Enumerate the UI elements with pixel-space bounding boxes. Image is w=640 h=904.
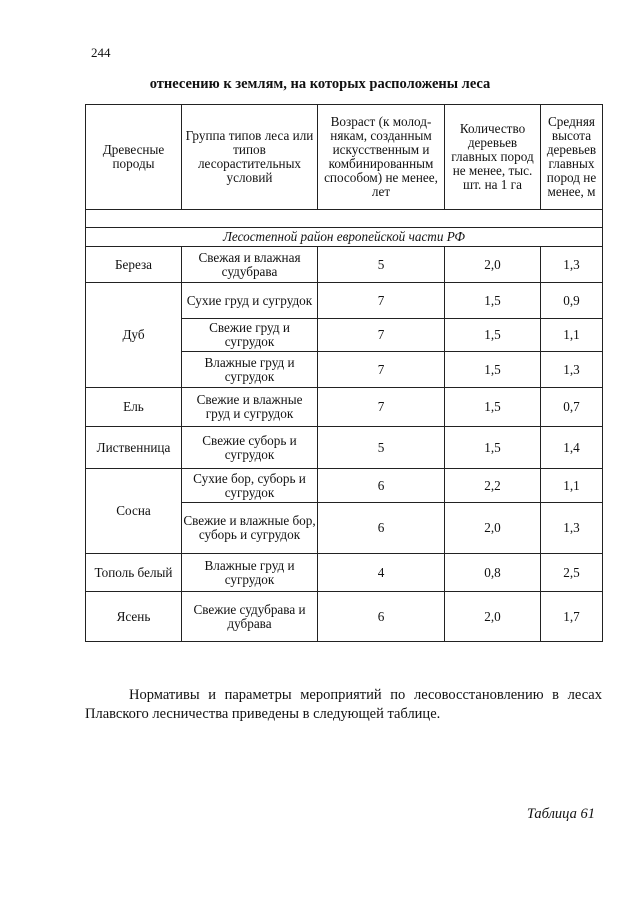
region-label: Лесостепной район европейской части РФ bbox=[86, 228, 603, 247]
age-cell: 6 bbox=[318, 592, 445, 642]
forest-type-cell: Сухие груд и сугрудок bbox=[182, 283, 318, 319]
species-cell: Сосна bbox=[86, 469, 182, 554]
forest-type-cell: Свежие и влажные груд и сугрудок bbox=[182, 388, 318, 427]
forest-type-cell: Сухие бор, суборь и сугрудок bbox=[182, 469, 318, 503]
age-cell: 6 bbox=[318, 503, 445, 554]
avg-height-cell: 1,3 bbox=[541, 503, 603, 554]
species-cell: Дуб bbox=[86, 283, 182, 388]
avg-height-cell: 2,5 bbox=[541, 554, 603, 592]
next-table-label: Таблица 61 bbox=[526, 806, 595, 822]
body-paragraph: Нормативы и параметры мероприятий по лесовосстановлению в лесах Плавского лесничества приведены в следующей таблице. bbox=[85, 687, 602, 722]
tree-count-cell: 1,5 bbox=[445, 388, 541, 427]
avg-height-cell: 0,9 bbox=[541, 283, 603, 319]
species-cell: Тополь белый bbox=[86, 554, 182, 592]
age-cell: 5 bbox=[318, 427, 445, 469]
table-row bbox=[86, 247, 603, 283]
avg-height-cell: 1,1 bbox=[541, 469, 603, 503]
table-row bbox=[86, 283, 603, 319]
tree-count-cell: 2,2 bbox=[445, 469, 541, 503]
forest-type-cell: Влажные груд и сугрудок bbox=[182, 352, 318, 388]
page-number: 244 bbox=[91, 45, 111, 60]
forest-type-cell: Свежая и влажная судубрава bbox=[182, 247, 318, 283]
avg-height-cell: 1,3 bbox=[541, 247, 603, 283]
age-cell: 7 bbox=[318, 352, 445, 388]
forest-type-cell: Влажные груд и сугрудок bbox=[182, 554, 318, 592]
table-heading: отнесению к землям, на которых расположены леса bbox=[149, 76, 491, 92]
forest-type-cell: Свежие груд и сугрудок bbox=[182, 319, 318, 352]
region-row bbox=[86, 228, 603, 247]
tree-count-cell: 2,0 bbox=[445, 503, 541, 554]
forest-type-cell: Свежие суборь и сугрудок bbox=[182, 427, 318, 469]
avg-height-cell: 1,1 bbox=[541, 319, 603, 352]
col-header-tree-count: Количество деревьев главных пород не менее, тыс. шт. на 1 га bbox=[445, 105, 541, 210]
forest-type-cell: Свежие и влажные бор, суборь и сугрудок bbox=[182, 503, 318, 554]
avg-height-cell: 1,7 bbox=[541, 592, 603, 642]
age-cell: 6 bbox=[318, 469, 445, 503]
age-cell: 5 bbox=[318, 247, 445, 283]
tree-count-cell: 1,5 bbox=[445, 319, 541, 352]
empty-row bbox=[86, 210, 603, 228]
col-header-species: Древесные породы bbox=[86, 105, 182, 210]
species-cell: Береза bbox=[86, 247, 182, 283]
col-header-avg-height: Средняя высота деревьев главных пород не менее, м bbox=[541, 105, 603, 210]
forest-type-cell: Свежие судубрава и дубрава bbox=[182, 592, 318, 642]
age-cell: 4 bbox=[318, 554, 445, 592]
table-row bbox=[86, 388, 603, 427]
age-cell: 7 bbox=[318, 388, 445, 427]
tree-count-cell: 0,8 bbox=[445, 554, 541, 592]
avg-height-cell: 1,3 bbox=[541, 352, 603, 388]
tree-count-cell: 2,0 bbox=[445, 247, 541, 283]
table-row bbox=[86, 554, 603, 592]
col-header-forest-type: Группа типов леса или типов лесорастительных условий bbox=[182, 105, 318, 210]
age-cell: 7 bbox=[318, 319, 445, 352]
tree-count-cell: 1,5 bbox=[445, 352, 541, 388]
species-cell: Ясень bbox=[86, 592, 182, 642]
avg-height-cell: 1,4 bbox=[541, 427, 603, 469]
table-row bbox=[86, 427, 603, 469]
table-row bbox=[86, 469, 603, 503]
tree-count-cell: 1,5 bbox=[445, 427, 541, 469]
species-cell: Ель bbox=[86, 388, 182, 427]
empty-cell bbox=[86, 210, 603, 228]
species-cell: Лиственница bbox=[86, 427, 182, 469]
avg-height-cell: 0,7 bbox=[541, 388, 603, 427]
tree-count-cell: 1,5 bbox=[445, 283, 541, 319]
table-row bbox=[86, 592, 603, 642]
forest-norms-table bbox=[85, 104, 603, 642]
header-row bbox=[86, 105, 603, 210]
age-cell: 7 bbox=[318, 283, 445, 319]
tree-count-cell: 2,0 bbox=[445, 592, 541, 642]
col-header-age: Возраст (к молод-някам, созданным искусственным и комбинированным способом) не менее, лет bbox=[318, 105, 445, 210]
